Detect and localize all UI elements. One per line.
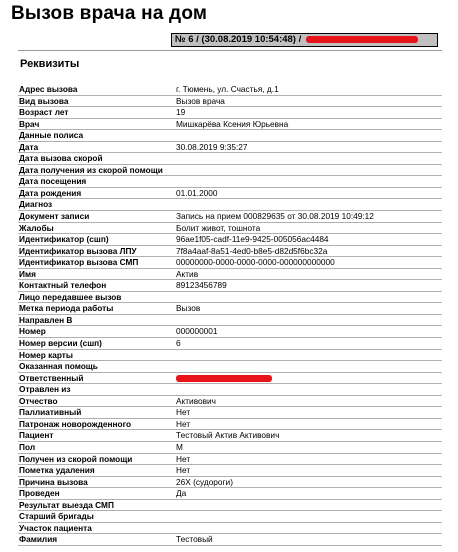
field-row bbox=[18, 396, 442, 408]
field-row bbox=[18, 153, 442, 165]
field-value: Да bbox=[176, 488, 187, 499]
field-row bbox=[18, 96, 442, 108]
field-row bbox=[18, 211, 442, 223]
field-row bbox=[18, 407, 442, 419]
field-label: Жалобы bbox=[19, 222, 54, 233]
field-row bbox=[18, 84, 442, 96]
field-label: Отчество bbox=[19, 395, 58, 406]
field-value: Актив bbox=[176, 268, 199, 279]
redacted-value bbox=[176, 375, 272, 382]
field-row bbox=[18, 234, 442, 246]
field-row bbox=[18, 257, 442, 269]
field-label: Пол bbox=[19, 441, 36, 452]
field-row bbox=[18, 511, 442, 523]
field-label: Диагноз bbox=[19, 199, 53, 210]
field-label: Документ записи bbox=[19, 211, 90, 222]
field-label: Номер версии (сшп) bbox=[19, 338, 102, 349]
section-divider bbox=[18, 50, 442, 51]
field-label: Отравлен из bbox=[19, 384, 71, 395]
field-row bbox=[18, 246, 442, 258]
field-label: Причина вызова bbox=[19, 476, 88, 487]
field-row bbox=[18, 280, 442, 292]
field-label: Направлен В bbox=[19, 314, 73, 325]
field-value: Тестовый Актив Активович bbox=[176, 430, 280, 441]
call-header-box bbox=[171, 33, 438, 47]
field-value: Активович bbox=[176, 395, 216, 406]
field-label: Старший бригады bbox=[19, 511, 94, 522]
field-value: 26Х (судороги) bbox=[176, 476, 233, 487]
field-row bbox=[18, 269, 442, 281]
field-label: Контактный телефон bbox=[19, 280, 107, 291]
field-value: 96ae1f05-cadf-11e9-9425-005056ac4484 bbox=[176, 234, 329, 245]
field-value: г. Тюмень, ул. Счастья, д.1 bbox=[176, 84, 279, 94]
field-label: Возраст лет bbox=[19, 107, 69, 118]
redacted-block bbox=[306, 36, 418, 43]
field-label: Номер bbox=[19, 326, 46, 337]
field-value: Тестовый bbox=[176, 534, 213, 545]
field-label: Фамилия bbox=[19, 534, 58, 545]
field-row bbox=[18, 142, 442, 154]
field-value: Нет bbox=[176, 407, 191, 418]
field-row bbox=[18, 350, 442, 362]
field-row bbox=[18, 500, 442, 512]
field-label: Имя bbox=[19, 268, 36, 279]
field-value: 00000000-0000-0000-0000-000000000000 bbox=[176, 257, 335, 268]
field-row bbox=[18, 188, 442, 200]
field-label: Проведен bbox=[19, 488, 60, 499]
field-row bbox=[18, 534, 442, 546]
field-row bbox=[18, 373, 442, 385]
field-value: 7f8a4aaf-8a51-4ed0-b8e5-d82d5f6bc32a bbox=[176, 245, 328, 256]
field-row bbox=[18, 419, 442, 431]
field-label: Адрес вызова bbox=[19, 84, 78, 94]
field-value: Запись на прием 000829635 от 30.08.2019 10:49:12 bbox=[176, 211, 374, 222]
field-row bbox=[18, 488, 442, 500]
field-label: Номер карты bbox=[19, 349, 73, 360]
field-value: Вызов bbox=[176, 303, 201, 314]
field-row bbox=[18, 523, 442, 535]
field-label: Идентификатор вызова СМП bbox=[19, 257, 139, 268]
field-row bbox=[18, 315, 442, 327]
call-info: № 6 / (30.08.2019 10:54:48) / bbox=[175, 34, 304, 45]
field-row bbox=[18, 361, 442, 373]
field-label: Паллиативный bbox=[19, 407, 82, 418]
field-value: 6 bbox=[176, 338, 181, 349]
field-label: Вид вызова bbox=[19, 95, 69, 106]
requisites-table bbox=[18, 84, 442, 546]
field-label: Данные полиса bbox=[19, 130, 84, 141]
section-title: Реквизиты bbox=[20, 58, 80, 70]
field-label: Идентификатор вызова ЛПУ bbox=[19, 245, 137, 256]
field-label: Врач bbox=[19, 118, 40, 129]
field-label: Дата посещения bbox=[19, 176, 87, 187]
field-label: Метка периода работы bbox=[19, 303, 114, 314]
field-row bbox=[18, 130, 442, 142]
field-label: Ответственный bbox=[19, 372, 84, 383]
field-value: 30.08.2019 9:35:27 bbox=[176, 141, 248, 152]
field-row bbox=[18, 107, 442, 119]
field-label: Патронаж новорожденного bbox=[19, 418, 132, 429]
field-row bbox=[18, 430, 442, 442]
field-value: Нет bbox=[176, 453, 191, 464]
field-row bbox=[18, 176, 442, 188]
field-row bbox=[18, 292, 442, 304]
field-value bbox=[176, 373, 442, 384]
page-title: Вызов врача на дом bbox=[11, 3, 208, 24]
field-label: Дата bbox=[19, 141, 39, 152]
field-label: Получен из скорой помощи bbox=[19, 453, 133, 464]
field-value: 89123456789 bbox=[176, 280, 227, 291]
field-value: Вызов врача bbox=[176, 95, 225, 106]
field-value: Мишкарёва Ксения Юрьевна bbox=[176, 118, 289, 129]
field-row bbox=[18, 454, 442, 466]
field-label: Пометка удаления bbox=[19, 465, 95, 476]
field-value: 01.01.2000 bbox=[176, 187, 218, 198]
field-row bbox=[18, 338, 442, 350]
field-label: Результат выезда СМП bbox=[19, 499, 114, 510]
field-row bbox=[18, 199, 442, 211]
field-row bbox=[18, 477, 442, 489]
field-row bbox=[18, 119, 442, 131]
field-label: Дата вызова скорой bbox=[19, 153, 103, 164]
field-row bbox=[18, 223, 442, 235]
field-value: Нет bbox=[176, 418, 191, 429]
field-label: Участок пациента bbox=[19, 522, 92, 533]
field-row bbox=[18, 326, 442, 338]
field-value: 000000001 bbox=[176, 326, 218, 337]
field-label: Идентификатор (сшп) bbox=[19, 234, 109, 245]
field-label: Дата получения из скорой помощи bbox=[19, 164, 163, 175]
field-row bbox=[18, 465, 442, 477]
field-row bbox=[18, 384, 442, 396]
field-value: Болит живот, тошнота bbox=[176, 222, 261, 233]
field-row bbox=[18, 442, 442, 454]
field-value: Нет bbox=[176, 465, 191, 476]
field-label: Оказанная помощь bbox=[19, 361, 98, 372]
field-label: Лицо передавшее вызов bbox=[19, 291, 122, 302]
field-label: Пациент bbox=[19, 430, 54, 441]
field-row bbox=[18, 165, 442, 177]
field-value: 19 bbox=[176, 107, 186, 118]
field-row bbox=[18, 303, 442, 315]
field-value: М bbox=[176, 441, 183, 452]
field-label: Дата рождения bbox=[19, 187, 82, 198]
